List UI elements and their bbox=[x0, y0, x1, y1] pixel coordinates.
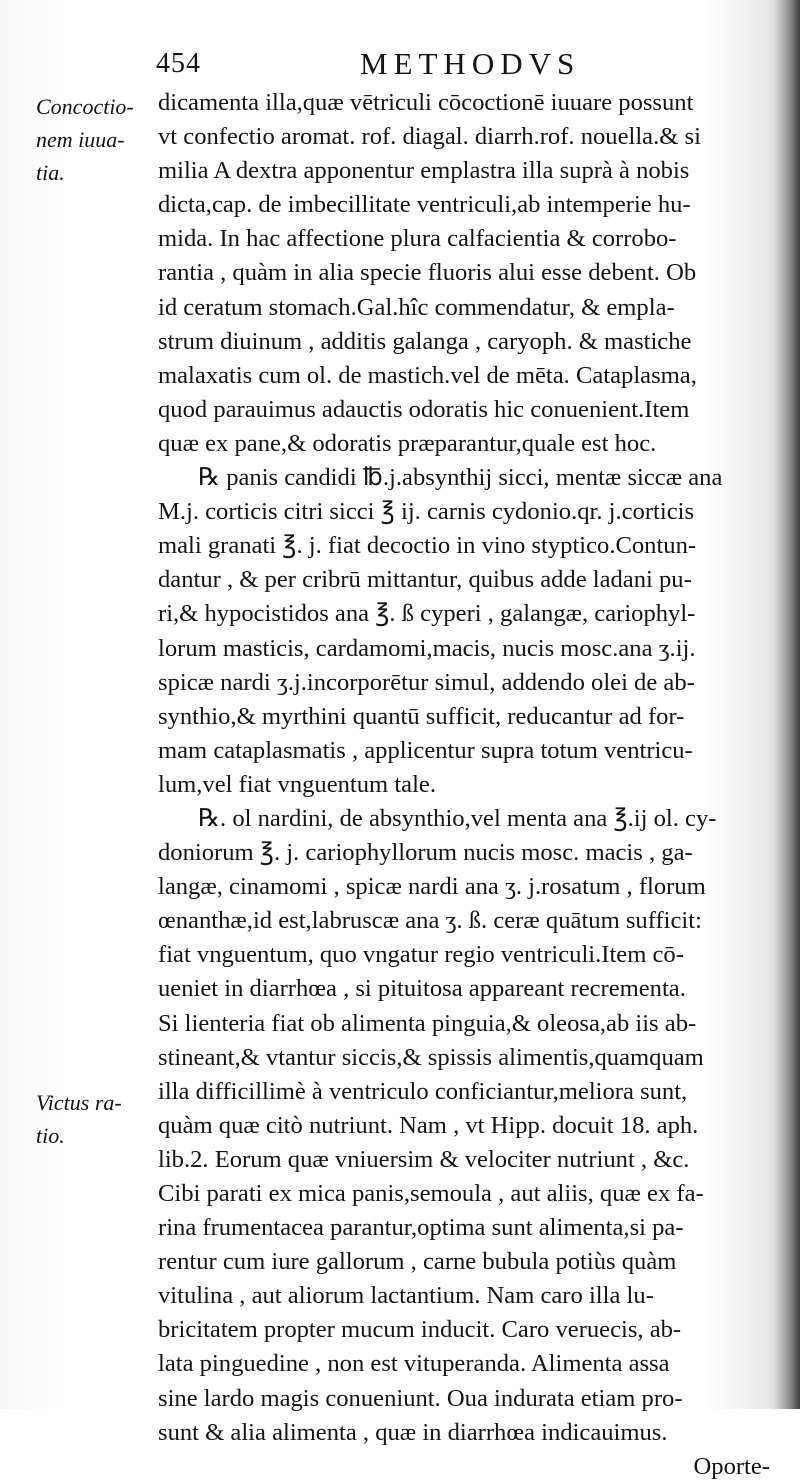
text-line: stineant,& vtantur siccis,& spissis alimentis,quamquam bbox=[158, 1043, 704, 1071]
margin-note-line: tia. bbox=[36, 160, 65, 185]
text-line: lata pinguedine , non est vituperanda. Alimenta assa bbox=[158, 1350, 670, 1378]
text-line: synthio,& myrthini quantū sufficit, reducantur ad for- bbox=[158, 702, 685, 730]
text-line: Cibi parati ex mica panis,semoula , aut aliis, quæ ex fa- bbox=[158, 1180, 704, 1207]
page-number: 454 bbox=[156, 48, 201, 79]
text-line: illa difficillimè à ventriculo conficiantur,meliora sunt, bbox=[158, 1077, 688, 1105]
text-line: lib.2. Eorum quæ vniuersim & velociter nutriunt , &c. bbox=[158, 1145, 690, 1173]
text-line: bricitatem propter mucum inducit. Caro veruecis, ab- bbox=[158, 1316, 682, 1344]
text-line: strum diuinum , additis galanga , caryoph. & mastiche bbox=[158, 327, 692, 355]
recipe-line: ℞. ol nardini, de absynthio,vel menta ana ℥.ij ol. cy- bbox=[198, 804, 717, 832]
text-line: id ceratum stomach.Gal.hîc commendatur, & empla- bbox=[158, 293, 675, 321]
text-line: œnanthæ,id est,labruscæ ana ʒ. ß. ceræ quātum sufficit: bbox=[158, 907, 702, 935]
text-line: sine lardo magis conueniunt. Oua indurata etiam pro- bbox=[158, 1384, 683, 1412]
text-line: lum,vel fiat vnguentum tale. bbox=[158, 770, 436, 798]
running-title: METHODVS bbox=[360, 46, 581, 81]
text-line: sunt & alia alimenta , quæ in diarrhœa indicauimus. bbox=[158, 1418, 668, 1446]
margin-note-victus bbox=[36, 1086, 154, 1152]
margin-note-line: Victus ra- bbox=[36, 1090, 122, 1115]
text-line: spicæ nardi ʒ.j.incorporētur simul, addendo olei de ab- bbox=[158, 668, 695, 696]
text-line: fiat vnguentum, quo vngatur regio ventriculi.Item cō- bbox=[158, 941, 684, 969]
text-line: vt confectio aromat. rof. diagal. diarrh.rof. nouella.& si bbox=[158, 123, 701, 151]
text-line: quàm quæ citò nutriunt. Nam , vt Hipp. docuit 18. aph. bbox=[158, 1111, 699, 1139]
running-head bbox=[150, 44, 610, 84]
text-line: dantur , & per cribrū mittantur, quibus adde ladani pu- bbox=[158, 566, 692, 594]
text-line: rantia , quàm in alia specie fluoris alui esse debent. Ob bbox=[158, 259, 697, 287]
text-line: quod parauimus adauctis odoratis hic conuenient.Item bbox=[158, 395, 690, 423]
recipe-line: ℞ panis candidi ℔.j.absynthij sicci, mentæ siccæ ana bbox=[198, 464, 723, 492]
text-line: mam cataplasmatis , applicentur supra totum ventricu- bbox=[158, 736, 693, 764]
text-line: malaxatis cum ol. de mastich.vel de mēta. Cataplasma, bbox=[158, 361, 697, 389]
text-line: M.j. corticis citri sicci ℥ ij. carnis cydonio.qr. j.corticis bbox=[158, 498, 695, 526]
text-line: lorum masticis, cardamomi,macis, nucis mosc.ana ʒ.ij. bbox=[158, 634, 696, 662]
text-line: Si lienteria fiat ob alimenta pinguia,& oleosa,ab iis ab- bbox=[158, 1009, 697, 1037]
text-line: rina frumentacea parantur,optima sunt alimenta,si pa- bbox=[158, 1214, 684, 1242]
page-gutter-shadow bbox=[774, 0, 800, 1409]
margin-note-line: nem iuua- bbox=[36, 127, 125, 152]
text-line: rentur cum iure gallorum , carne bubula potiùs quàm bbox=[158, 1248, 677, 1276]
text-line: vitulina , aut aliorum lactantium. Nam caro illa lu- bbox=[158, 1282, 654, 1310]
text-line: ri,& hypocistidos ana ℥. ß cyperi , galangæ, cariophyl- bbox=[158, 600, 696, 628]
text-line: doniorum ℥. j. cariophyllorum nucis mosc. macis , ga- bbox=[158, 839, 693, 867]
text-line: dicta,cap. de imbecillitate ventriculi,ab intemperie hu- bbox=[158, 191, 691, 219]
text-line: mida. In hac affectione plura calfacientia & corrobo- bbox=[158, 225, 677, 253]
margin-note-concoctio bbox=[36, 90, 154, 189]
text-line: quæ ex pane,& odoratis præparantur,quale est hoc. bbox=[158, 429, 657, 457]
margin-note-line: tio. bbox=[36, 1123, 65, 1148]
text-line: mali granati ℥. j. fiat decoctio in vino styptico.Contun- bbox=[158, 532, 697, 560]
margin-note-line: Concoctio- bbox=[36, 94, 134, 119]
catchword: Oporte- bbox=[693, 1452, 770, 1480]
text-line: dicamenta illa,quæ vētriculi cōcoctionē iuuare possunt bbox=[158, 89, 694, 116]
text-line: milia A dextra apponentur emplastra illa suprà à nobis bbox=[158, 157, 690, 185]
text-line: langæ, cinamomi , spicæ nardi ana ʒ. j.rosatum , florum bbox=[158, 873, 706, 901]
text-line: ueniet in diarrhœa , si pituitosa appareant recrementa. bbox=[158, 975, 686, 1003]
body-text bbox=[158, 86, 770, 1484]
